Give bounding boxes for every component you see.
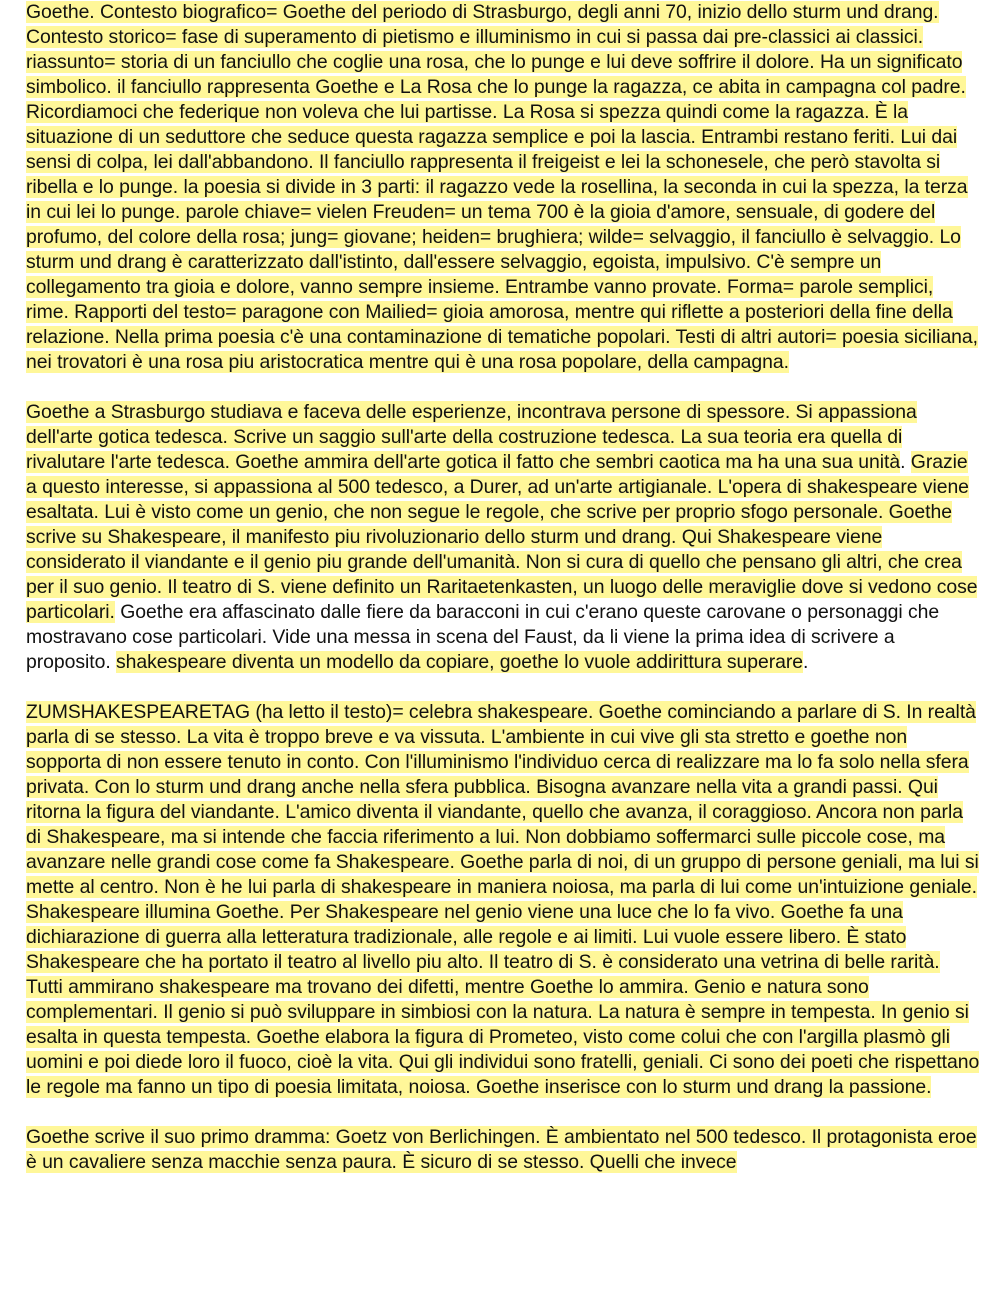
plain-text: Goethe era affascinato dalle fiere da baracconi in cui c'erano queste carovane o personaggi che mostravano cose particolari. Vide una messa in scena del Faust, da li viene la prima idea di scrivere a proposito. xyxy=(26,601,940,673)
highlighted-text: Goethe. Contesto biografico= Goethe del periodo di Strasburgo, degli anni 70, inizio dello sturm und drang. Contesto storico= fase di superamento di pietismo e illuminismo in cui si passa dai pre-classici ai classici. riassunto= storia di un fanciullo che coglie una rosa, che lo punge e lui deve soffrire il dolore. Ha un significato simbolico. il fanciullo rappresenta Goethe e La Rosa che lo punge la ragazza, ce abita in campagna col padre. Ricordiamoci che federique non voleva che lui partisse. La Rosa si spezza quindi come la ragazza. È la situazione di un seduttore che seduce questa ragazza semplice e poi la lascia. Entrambi restano feriti. Lui dai sensi di colpa, lei dall'abbandono. Il fanciullo rappresenta il freigeist e lei la schonesele, che però stavolta si ribella e lo punge. la poesia si divide in 3 parti: il ragazzo vede la rosellina, la seconda in cui la spezza, la terza in cui lei lo punge. parole chiave= vielen Freuden= un tema 700 è la gioia d'amore, sensuale, di godere del profumo, del colore della rosa; jung= giovane; heiden= brughiera; wilde= selvaggio, il fanciullo è selvaggio. Lo sturm und drang è caratterizzato dall'istinto, dall'essere selvaggio, egoista, impulsivo. C'è sempre un collegamento tra gioia e dolore, vanno sempre insieme. Entrambe vanno provate. Forma= parole semplici, rime. Rapporti del testo= paragone con Mailied= gioia amorosa, mentre qui riflette a posteriori della fine della relazione. Nella prima poesia c'è una contaminazione di tematiche popolari. Testi di altri autori= poesia siciliana, nei trovatori è una rosa piu aristocratica mentre qui è una rosa popolare, della campagna. xyxy=(26,1,978,373)
paragraph-1 xyxy=(26,0,981,375)
highlighted-text: . Non si cura di quello che pensano gli altri, che crea per il suo genio. Il teatro di S. viene definito un Raritaetenkasten, un luogo delle meraviglie dove si vedono cose particolari. xyxy=(26,551,978,623)
highlighted-text: Goethe scrive il suo primo dramma: Goetz von Berlichingen. È ambientato nel 500 tedesco. Il protagonista eroe è un cavaliere senza macchie senza paura. È sicuro di se stesso. Quelli che invece xyxy=(26,1126,977,1173)
highlighted-text: ZUMSHAKESPEARETAG (ha letto il testo)= celebra shakespeare. Goethe cominciando a parlare di S. In realtà parla di se stesso. La vita è troppo breve e va vissuta. L'ambiente in cui vive gli sta stretto e goethe non sopporta di non essere tenuto in conto. Con l'illuminismo l'individuo cerca di realizzare ma lo fa solo nella sfera privata. Con lo sturm und drang anche nella sfera pubblica. Bisogna avanzare nella vita a grandi passi. Qui ritorna la figura del viandante. L'amico diventa il viandante, quello che avanza, il coraggioso. Ancora non parla di Shakespeare, ma si intende che faccia riferimento a lui. Non dobbiamo soffermarci sulle piccole cose, ma avanzare nelle grandi cose come fa Shakespeare. Goethe parla di noi, di un gruppo di persone geniali, ma lui si mette al centro. Non è he lui parla di shakespeare in maniera noiosa, ma parla di lui come un'intuizione geniale. Shakespeare illumina Goethe. Per Shakespeare nel genio viene una luce che lo fa vivo. Goethe fa una dichiarazione di guerra alla letteratura tradizionale, alle regole e ai limiti. Lui vuole essere libero. È stato Shakespeare che ha portato il teatro al livello piu alto. Il teatro di S. è considerato una vetrina di belle rarità. Tutti ammirano shakespeare ma trovano dei difetti, mentre Goethe lo ammira. Genio e natura sono complementari. Il genio si può sviluppare in simbiosi con la natura. La natura è sempre in tempesta. In genio si esalta in questa tempesta. Goethe elabora la figura di Prometeo, visto come colui che con l'argilla plasmò gli uomini e poi diede loro il fuoco, cioè la vita. Qui gli individui sono fratelli, geniali. Ci sono dei poeti che rispettano le regole ma fanno un tipo di poesia limitata, noiosa. Goethe inserisce con lo sturm und drang la passione. xyxy=(26,701,980,1098)
document-page xyxy=(26,0,981,1200)
paragraph-2 xyxy=(26,400,981,675)
plain-text: . xyxy=(900,451,911,473)
highlighted-text: Grazie a questo interesse, si appassiona al 500 tedesco, a Durer, ad un'arte artigianale. L'opera di shakespeare viene esaltata. Lui è visto come un genio, che non segue le regole, che scrive per proprio sfogo personale. Goethe scrive su Shakespeare, il manifesto piu rivoluzionario dello sturm und drang. Qui Shakespeare viene considerato il viandante e il genio piu grande dell'umanità xyxy=(26,451,969,573)
highlighted-text: shakespeare diventa un modello da copiare, goethe lo vuole addirittura superare xyxy=(116,651,804,673)
paragraph-3 xyxy=(26,700,981,1100)
paragraph-4 xyxy=(26,1125,981,1175)
plain-text: . xyxy=(803,651,809,673)
highlighted-text: Goethe a Strasburgo studiava e faceva delle esperienze, incontrava persone di spessore. Si appassiona dell'arte gotica tedesca. Scrive un saggio sull'arte della costruzione tedesca. La sua teoria era quella di rivalutare l'arte tedesca. Goethe ammira dell'arte gotica il fatto che sembri caotica ma ha una sua unità xyxy=(26,401,917,473)
